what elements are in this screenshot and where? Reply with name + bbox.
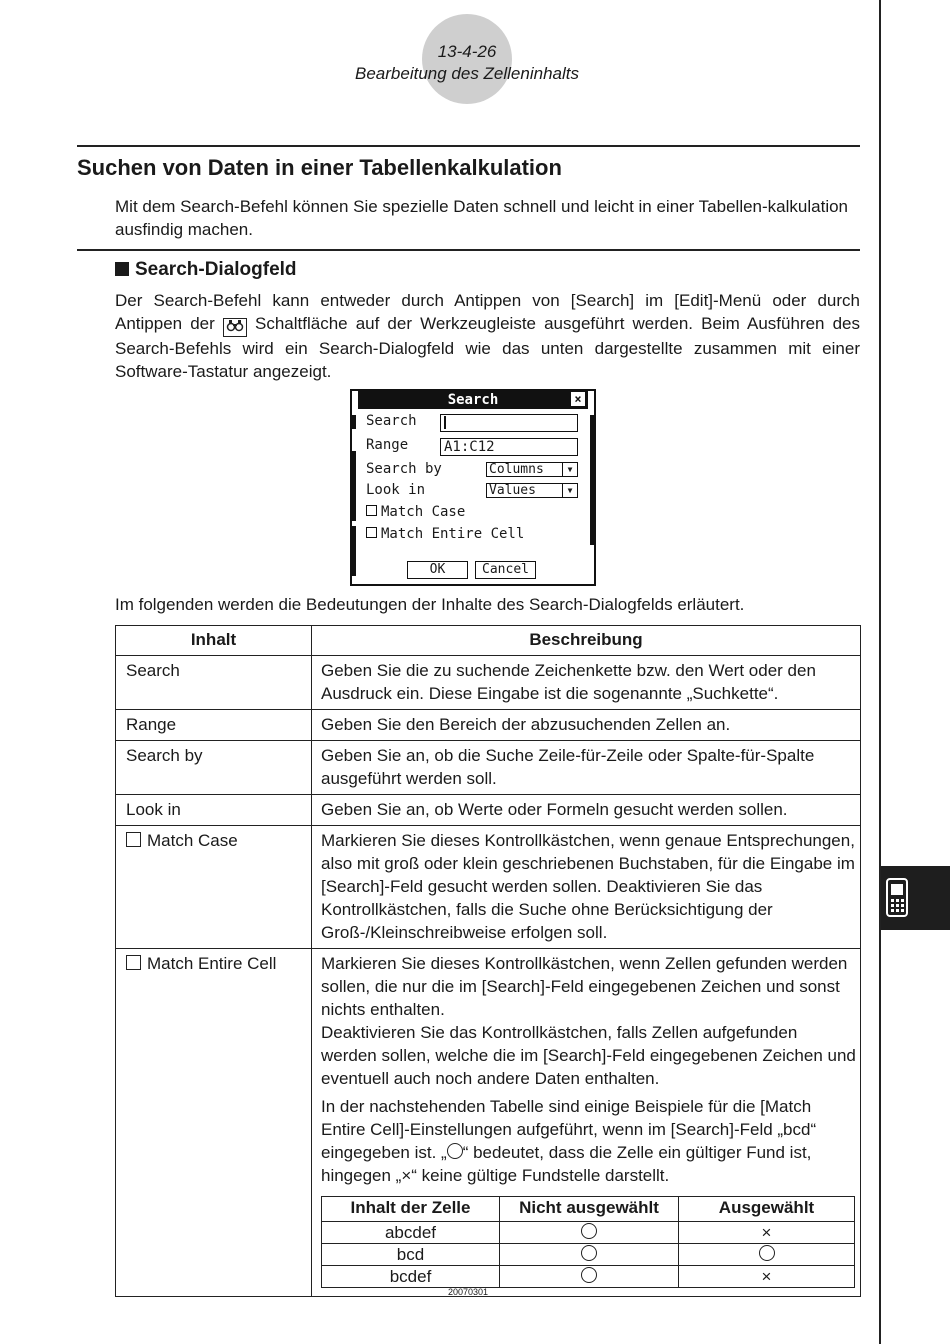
look-in-label: Look in [366,482,426,498]
square-bullet-icon [115,262,129,276]
chapter-thumb-tab [881,866,950,930]
calculator-icon [881,866,950,930]
footer-code: 20070301 [447,1287,489,1297]
match-case-checkbox[interactable] [366,505,377,516]
item-cell: Look in [116,795,312,826]
table-row [116,795,861,826]
table-caption: Im folgenden werden die Bedeutungen der Inhalte des Search-Dialogfelds erläutert. [115,595,745,614]
match-entire-checkbox[interactable] [366,527,377,538]
desc-paragraph [321,1095,856,1187]
page-border-right [879,0,881,1344]
table-header-row [116,626,861,656]
item-cell [116,949,312,1297]
circle-icon [581,1223,597,1239]
item-cell: Search by [116,741,312,795]
search-label: Search [366,413,417,429]
ok-button[interactable]: OK [407,561,468,579]
search-by-select[interactable] [486,462,578,477]
result-selected [679,1244,855,1266]
checkbox-icon [126,955,141,970]
look-in-select[interactable] [486,483,578,498]
item-cell: Search [116,656,312,710]
desc-cell: Markieren Sie dieses Kontrollkästchen, wenn genaue Entsprechungen, also mit groß oder klein geschriebenen Buchstaben, für die Eingabe im [Search]-Feld gesucht werden sollen. Deaktivieren Sie das Kontrollkästchen, falls die Suche ohne Berücksichtigung der Groß-/Kleinschreibweise erfolgen soll. [312,826,861,949]
range-label: Range [366,437,409,453]
match-case-label: Match Case [381,504,466,520]
cell-content: bcd [322,1244,500,1266]
circle-icon [759,1245,775,1261]
item-label: Match Entire Cell [147,954,277,973]
subsection-divider [77,249,860,251]
dialog-edge-mark [350,451,356,521]
search-input[interactable] [440,414,578,432]
chapter-title: Bearbeitung des Zelleninhalts [355,64,579,83]
desc-text: In der nachstehenden Tabelle sind einige Beispiele für die [Match Entire Cell]-Einstellungen aufgeführt, wenn im [Search]-Feld „bcd“ eingegeben ist. „ [321,1097,817,1162]
result-selected: × [679,1222,855,1244]
cancel-button[interactable]: Cancel [475,561,536,579]
desc-cell: Geben Sie den Bereich der abzusuchenden Zellen an. [312,710,861,741]
dialog-edge-mark [590,415,596,545]
examples-header-row [322,1197,855,1222]
section-divider [77,145,860,147]
result-not-selected [500,1244,679,1266]
desc-cell: Geben Sie die zu suchende Zeichenkette bzw. den Wert oder den Ausdruck ein. Diese Eingabe ist die sogenannte „Suchkette“. [312,656,861,710]
result-not-selected [500,1222,679,1244]
dialog-title: Search [447,392,499,408]
item-label: Match Case [147,831,238,850]
match-entire-label: Match Entire Cell [381,526,525,542]
circle-icon [447,1143,463,1159]
cell-content: bcdef [322,1266,500,1288]
dropdown-arrow-icon[interactable]: ▼ [562,484,577,497]
column-header: Ausgewählt [679,1197,855,1222]
circle-icon [581,1245,597,1261]
text-cursor [444,416,446,429]
desc-text: “ keine gültige Fundstelle darstellt. [411,1166,670,1185]
item-cell: Range [116,710,312,741]
result-selected: × [679,1266,855,1288]
binoculars-icon [223,318,247,337]
page-number: 13-4-26 [437,42,497,61]
cell-content: abcdef [322,1222,500,1244]
section-title: Suchen von Daten in einer Tabellenkalkulation [77,155,562,180]
table-row [322,1244,855,1266]
table-row [322,1222,855,1244]
search-by-label: Search by [366,461,442,477]
desc-paragraph: Deaktivieren Sie das Kontrollkästchen, falls Zellen aufgefunden werden sollen, welche die im [Search]-Feld eingegebenen Zeichen und eventuell auch noch andere Daten enthalten. [321,1023,856,1088]
item-cell [116,826,312,949]
search-by-value: Columns [489,462,544,477]
table-row [116,741,861,795]
table-row [322,1266,855,1288]
match-entire-option[interactable] [366,526,524,542]
column-header: Inhalt der Zelle [322,1197,500,1222]
options-table [115,625,861,1297]
column-header: Inhalt [116,626,312,656]
table-row [116,710,861,741]
search-dialog [350,389,596,586]
column-header: Nicht ausgewählt [500,1197,679,1222]
dialog-edge-mark [350,415,356,429]
dialog-titlebar [358,391,588,409]
match-case-option[interactable] [366,504,465,520]
examples-table [321,1196,855,1288]
table-row [116,949,861,1297]
table-row [116,826,861,949]
subsection-paragraph [115,289,860,383]
close-icon[interactable]: × [571,392,585,406]
cross-icon: × [401,1166,412,1185]
dialog-edge-mark [350,526,356,576]
circle-icon [581,1267,597,1283]
para-text-2: Schaltfläche auf der Werkzeugleiste ausgeführt werden. Beim Ausführen des Search-Befehls wird ein Search-Dialogfeld wie das unten dargestellte zusammen mit einer Software-Tastatur angezeigt. [115,314,860,381]
dropdown-arrow-icon[interactable]: ▼ [562,463,577,476]
result-not-selected [500,1266,679,1288]
column-header: Beschreibung [312,626,861,656]
look-in-value: Values [489,483,536,498]
para-text-1: Der Search-Befehl kann entweder durch Antippen von [Search] im [Edit]-Menü oder durch Antippen der [115,291,860,333]
desc-text: “ bedeutet, dass die Zelle ein gültiger Fund ist, hingegen „ [321,1143,812,1185]
table-row [116,656,861,710]
range-input[interactable]: A1:C12 [440,438,578,456]
section-intro: Mit dem Search-Befehl können Sie spezielle Daten schnell und leicht in einer Tabellen-kalkulation ausfindig machen. [115,197,849,239]
desc-cell [312,949,861,1297]
subsection-title [115,259,297,281]
desc-cell: Geben Sie an, ob Werte oder Formeln gesucht werden sollen. [312,795,861,826]
subsection-title-text: Search-Dialogfeld [135,259,297,280]
desc-paragraph: Markieren Sie dieses Kontrollkästchen, wenn Zellen gefunden werden sollen, die nur die im [Search]-Feld eingegebenen Zeichen und sonst nichts enthalten. [321,954,848,1019]
checkbox-icon [126,832,141,847]
desc-cell: Geben Sie an, ob die Suche Zeile-für-Zeile oder Spalte-für-Spalte ausgeführt werden soll. [312,741,861,795]
